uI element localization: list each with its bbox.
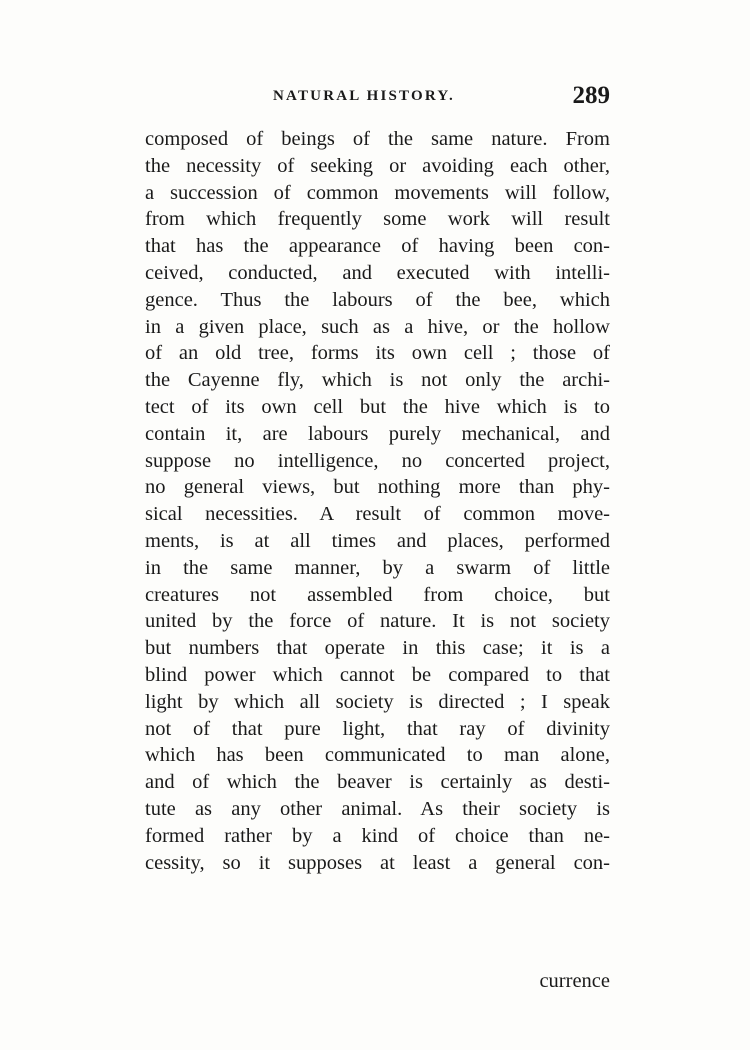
text-line: that has the appearance of having been con- xyxy=(145,235,610,258)
text-line: the Cayenne fly, which is not only the archi- xyxy=(145,369,610,392)
body-text xyxy=(145,126,610,876)
text-line: no general views, but nothing more than phy- xyxy=(145,476,610,499)
text-line: a succession of common movements will follow, xyxy=(145,181,610,204)
text-line: light by which all society is directed ; I speak xyxy=(145,690,610,713)
text-line: united by the force of nature. It is not society xyxy=(145,610,610,633)
text-line: of an old tree, forms its own cell ; those of xyxy=(145,342,610,365)
text-line: formed rather by a kind of choice than ne- xyxy=(145,824,610,847)
text-line: but numbers that operate in this case; it is a xyxy=(145,637,610,660)
running-head xyxy=(145,82,610,112)
text-line: creatures not assembled from choice, but xyxy=(145,583,610,606)
text-line: sical necessities. A result of common move- xyxy=(145,503,610,526)
page-number: 289 xyxy=(572,82,610,109)
text-line: in a given place, such as a hive, or the hollow xyxy=(145,315,610,338)
text-line: gence. Thus the labours of the bee, which xyxy=(145,288,610,311)
text-line: blind power which cannot be compared to that xyxy=(145,663,610,686)
text-line: suppose no intelligence, no concerted project, xyxy=(145,449,610,472)
text-line: composed of beings of the same nature. From xyxy=(145,128,610,150)
text-line: tute as any other animal. As their society is xyxy=(145,797,610,820)
running-title: NATURAL HISTORY. xyxy=(273,88,455,104)
text-line: ceived, conducted, and executed with intelli- xyxy=(145,261,610,284)
text-line: the necessity of seeking or avoiding each other, xyxy=(145,154,610,177)
catchword: currence xyxy=(539,970,610,992)
text-line: not of that pure light, that ray of divinity xyxy=(145,717,610,740)
text-line: and of which the beaver is certainly as desti- xyxy=(145,771,610,794)
text-line: ments, is at all times and places, performed xyxy=(145,529,610,552)
text-line: cessity, so it supposes at least a general con- xyxy=(145,851,610,874)
text-line: which has been communicated to man alone, xyxy=(145,744,610,767)
text-line: contain it, are labours purely mechanical, and xyxy=(145,422,610,445)
text-line: in the same manner, by a swarm of little xyxy=(145,556,610,579)
text-line: tect of its own cell but the hive which is to xyxy=(145,395,610,418)
text-line: from which frequently some work will result xyxy=(145,208,610,231)
